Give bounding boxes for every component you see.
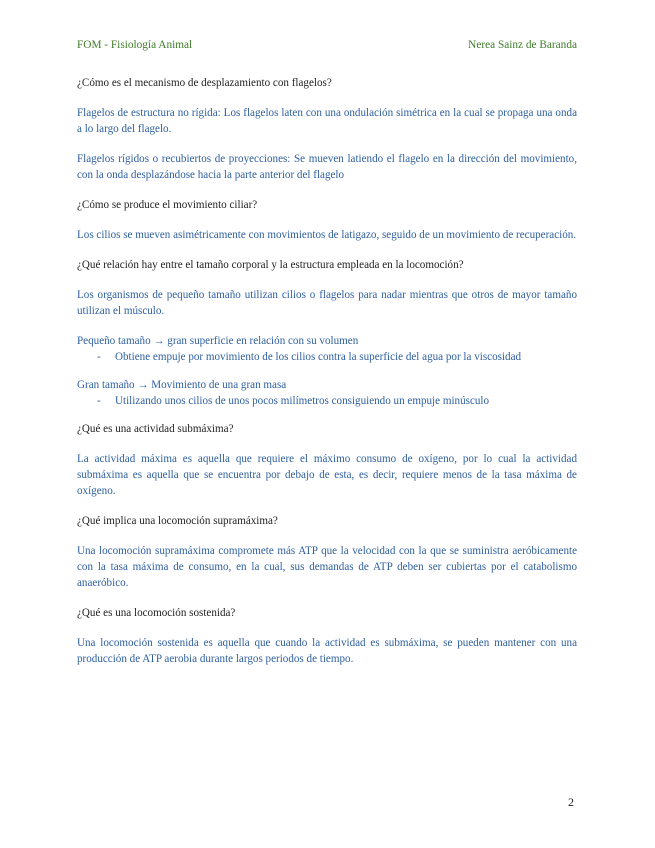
header-author: Nerea Sainz de Baranda xyxy=(468,39,577,51)
question-sustained-locomotion: ¿Qué es una locomoción sostenida? xyxy=(77,607,236,619)
question-ciliary-movement: ¿Cómo se produce el movimiento ciliar? xyxy=(77,199,258,211)
answer-sustained-locomotion: Una locomoción sostenida es aquella que cuando la actividad es submáxima, se pueden mantener con una producción de ATP aerobia durante largos periodos de tiempo. xyxy=(77,637,577,665)
answer-large-size: Gran tamaño → Movimiento de una gran masa xyxy=(77,379,287,391)
document-body xyxy=(77,75,577,681)
bullet-small-size xyxy=(77,349,577,365)
bullet-small-size-text: Obtiene empuje por movimiento de los cilios contra la superficie del agua por la viscosidad xyxy=(115,351,522,363)
answer-small-size: Pequeño tamaño → gran superficie en relación con su volumen xyxy=(77,335,359,347)
answer-non-rigid-flagella: Flagelos de estructura no rígida: Los flagelos laten con una ondulación simétrica en la cual se propaga una onda a lo largo del flagelo. xyxy=(77,107,577,135)
bullet-dash: - xyxy=(97,351,101,363)
header-course-title: FOM - Fisiología Animal xyxy=(77,39,193,51)
bullet-dash: - xyxy=(97,395,101,407)
question-body-size-locomotion: ¿Qué relación hay entre el tamaño corporal y la estructura empleada en la locomoción? xyxy=(77,259,464,271)
answer-rigid-flagella: Flagelos rígidos o recubiertos de proyecciones: Se mueven latiendo el flagelo en la dirección del movimiento, con la onda desplazándose hacia la parte anterior del flagelo xyxy=(77,153,577,181)
answer-body-size-locomotion: Los organismos de pequeño tamaño utilizan cilios o flagelos para nadar mientras que otros de mayor tamaño utilizan el músculo. xyxy=(77,289,577,317)
answer-ciliary-movement: Los cilios se mueven asimétricamente con movimientos de latigazo, seguido de un movimiento de recuperación. xyxy=(77,229,577,241)
question-supramaximal-locomotion: ¿Qué implica una locomoción supramáxima? xyxy=(77,515,278,527)
answer-supramaximal-locomotion: Una locomoción supramáxima compromete más ATP que la velocidad con la que se suministra aeróbicamente con la tasa máxima de consumo, en la cual, sus demandas de ATP deben ser cubiertas por el catabolismo anaeróbico. xyxy=(77,545,577,589)
page-header xyxy=(77,39,577,55)
question-submaximal-activity: ¿Qué es una actividad submáxima? xyxy=(77,423,234,435)
answer-submaximal-activity: La actividad máxima es aquella que requiere el máximo consumo de oxígeno, por lo cual la actividad submáxima es aquella que se encuentra por debajo de esta, es decir, requiere menos de la tasa máxima de oxígeno. xyxy=(77,453,577,497)
page-number: 2 xyxy=(568,795,574,809)
bullet-large-size-text: Utilizando unos cilios de unos pocos milímetros consiguiendo un empuje minúsculo xyxy=(115,395,490,407)
bullet-large-size xyxy=(77,393,577,409)
question-flagella-mechanism: ¿Cómo es el mecanismo de desplazamiento con flagelos? xyxy=(77,77,332,89)
